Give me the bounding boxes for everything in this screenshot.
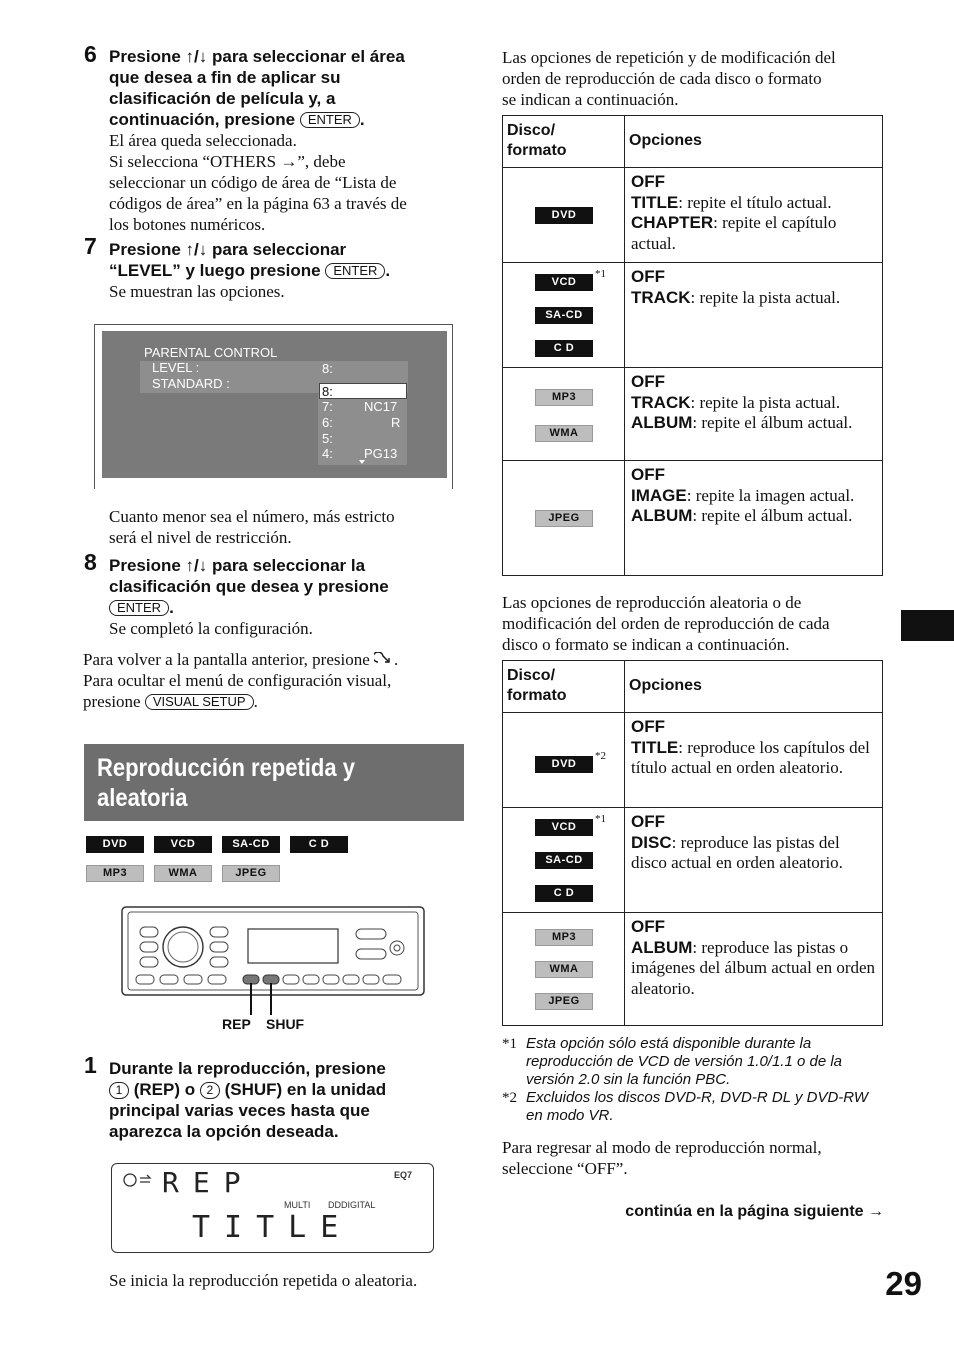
option-keyword: CHAPTER	[631, 213, 714, 232]
table-row	[503, 263, 883, 368]
step-number-7: 7	[84, 233, 97, 259]
osd-rating-code: NC17	[364, 399, 398, 414]
step-6-body-line: códigos de área” en la página 63 a través de	[109, 194, 407, 213]
header-options: Opciones	[629, 677, 702, 694]
osd-level-label: LEVEL :	[152, 360, 200, 375]
option-desc: : repite el título actual.	[678, 192, 832, 212]
shuffle-intro-line: Las opciones de reproducción aleatoria o de	[502, 593, 802, 612]
sacd-badge: SA-CD	[535, 852, 593, 869]
back-line: Para ocultar el menú de configuración visual,	[83, 671, 392, 690]
vcd-badge: VCD	[154, 836, 212, 853]
option-off: OFF	[631, 267, 665, 286]
table-row	[503, 368, 883, 461]
normal-mode-line: seleccione “OFF”.	[502, 1159, 628, 1178]
wma-badge: WMA	[535, 961, 593, 978]
dvd-badge: DVD	[535, 756, 593, 773]
step-6-body-line: Si selecciona “OTHERS →”, debe	[109, 152, 346, 171]
table-row	[503, 808, 883, 913]
option-desc: : reproduce las pistas del disco actual en orden aleatorio.	[631, 832, 843, 872]
step-7-body: Se muestran las opciones.	[109, 282, 285, 301]
step-6-heading: Presione ↑/↓ para seleccionar el área que desea a fin de aplicar su clasificación de película y, a continuación, presione ENTER .	[109, 46, 479, 130]
scroll-down-arrow-icon	[359, 460, 365, 464]
options-cell	[625, 263, 883, 368]
step-6-body-line: El área queda seleccionada.	[109, 131, 297, 150]
multi-indicator: MULTI	[284, 1200, 311, 1210]
cd-badge: C D	[535, 340, 593, 357]
option-off: OFF	[631, 372, 665, 391]
table-header-row	[503, 661, 883, 713]
cd-badge: C D	[535, 885, 593, 902]
head-unit-illustration-icon	[120, 905, 426, 1015]
visual-setup-key-icon: VISUAL SETUP	[145, 694, 254, 710]
option-off: OFF	[631, 465, 665, 484]
footnote-ref: *2	[595, 750, 606, 762]
step-1-heading-line: Durante la reproducción, presione	[109, 1059, 386, 1078]
section-banner	[84, 744, 464, 821]
options-cell	[625, 168, 883, 263]
table-row	[503, 461, 883, 576]
footnote-text: Excluidos los discos DVD-R, DVD-R DL y DVD-RW en modo VR.	[526, 1089, 869, 1124]
header-format-line: formato	[507, 142, 567, 159]
button-2-icon: 2	[200, 1082, 220, 1099]
header-options: Opciones	[629, 132, 702, 149]
option-desc: : repite la pista actual.	[690, 287, 841, 307]
repeat-intro-line: orden de reproducción de cada disco o formato	[502, 69, 822, 88]
display-line-1: REP	[162, 1166, 255, 1199]
option-keyword: TITLE	[631, 192, 679, 212]
step-6-heading-line: continuación, presione	[109, 110, 296, 129]
step-8: Presione ↑/↓ para seleccionar la clasificación que desea y presione ENTER . Se completó la configuración.	[109, 555, 479, 639]
step-1-heading-line: (REP) o	[133, 1080, 196, 1099]
repeat-intro	[502, 47, 892, 110]
option-desc: : repite el capítulo actual.	[631, 213, 837, 253]
digital-indicator: DDDIGITAL	[328, 1200, 376, 1210]
eq-indicator: EQ7	[394, 1170, 413, 1180]
step-number-6: 6	[84, 41, 97, 67]
step-6-heading-line: clasificación de película y, a	[109, 89, 336, 108]
footnote-marker: *2	[502, 1090, 517, 1106]
option-desc: : repite el álbum actual.	[692, 413, 853, 432]
option-keyword: TRACK	[631, 287, 691, 307]
options-cell	[625, 913, 883, 1026]
enter-key-icon: ENTER	[325, 263, 385, 279]
page-number: 29	[885, 1265, 922, 1302]
footnote-marker: *1	[502, 1036, 517, 1052]
mp3-badge: MP3	[535, 929, 593, 946]
header-format-line: Disco/	[507, 667, 556, 684]
osd-level-value: 8:	[322, 361, 333, 376]
option-desc: : reproduce las pistas o imágenes del álbum actual en orden aleatorio.	[631, 937, 876, 998]
footnote-ref: *1	[595, 813, 606, 825]
options-cell	[625, 808, 883, 913]
option-off: OFF	[631, 172, 665, 191]
option-desc: : repite el álbum actual.	[692, 506, 853, 525]
unit-display	[111, 1163, 434, 1253]
step-6	[109, 46, 479, 235]
options-cell	[625, 461, 883, 576]
step-6-body-line: seleccionar un código de área de “Lista de	[109, 173, 397, 192]
osd-rating-num: 4:	[322, 446, 333, 461]
step-8-heading-line: clasificación que desea y presione	[109, 577, 389, 596]
step-number-8: 8	[84, 549, 97, 575]
step-6-body-line: los botones numéricos.	[109, 215, 266, 234]
shuffle-intro-line: disco o formato se indican a continuación.	[502, 635, 790, 654]
normal-mode-line: Para regresar al modo de reproducción normal,	[502, 1138, 822, 1157]
osd-rating-code: PG13	[364, 446, 398, 461]
repeat-mode-icon	[122, 1172, 154, 1188]
restriction-note-line: Cuanto menor sea el número, más estricto	[109, 507, 395, 526]
back-instructions: Para volver a la pantalla anterior, presione . Para ocultar el menú de configuración visual, presione VISUAL SETUP .	[83, 649, 483, 712]
dvd-badge: DVD	[535, 207, 593, 224]
shuffle-intro-line: modificación del orden de reproducción de cada	[502, 614, 830, 633]
button-1-icon: 1	[109, 1082, 129, 1099]
table-row	[503, 913, 883, 1026]
option-keyword: ALBUM	[631, 506, 693, 525]
section-title	[97, 753, 355, 813]
osd-rating-num: 5:	[322, 431, 333, 446]
header-format-line: Disco/	[507, 122, 556, 139]
jpeg-badge: JPEG	[222, 865, 280, 882]
step-8-heading-line: Presione ↑/↓ para seleccionar la	[109, 556, 366, 575]
osd-rating-num: 7:	[322, 399, 333, 414]
step-1-heading	[109, 1058, 479, 1142]
back-line: presione	[83, 692, 141, 711]
repeat-intro-line: se indican a continuación.	[502, 90, 679, 109]
footnote-text: Esta opción sólo está disponible durante la reproducción de VCD de versión 1.0/1.1 o de la versión 2.0 sin la función PBC.	[526, 1035, 843, 1088]
parental-control-screen	[102, 331, 447, 478]
cd-badge: C D	[290, 836, 348, 853]
step-1-heading-line: aparezca la opción deseada.	[109, 1122, 339, 1141]
normal-mode-note	[502, 1137, 892, 1179]
wma-badge: WMA	[535, 425, 593, 442]
shuffle-intro	[502, 592, 892, 655]
step-6-heading-line: Presione ↑/↓ para seleccionar el área	[109, 47, 405, 66]
option-off: OFF	[631, 717, 665, 736]
table-row	[503, 713, 883, 808]
rep-label: REP	[222, 1016, 251, 1032]
wma-badge: WMA	[154, 865, 212, 882]
section-title-line: Reproducción repetida y	[97, 754, 355, 782]
sacd-badge: SA-CD	[222, 836, 280, 853]
header-format	[507, 666, 620, 706]
osd-rating-num: 8:	[322, 384, 333, 399]
option-desc: : repite la pista actual.	[690, 392, 841, 412]
repeat-options-table	[502, 115, 883, 576]
return-icon	[374, 652, 394, 666]
section-title-line: aleatoria	[97, 784, 188, 812]
back-line: Para volver a la pantalla anterior, presione	[83, 650, 370, 669]
table-row	[503, 168, 883, 263]
vcd-badge: VCD	[535, 274, 593, 291]
osd-title: PARENTAL CONTROL	[144, 345, 278, 360]
dvd-badge: DVD	[86, 836, 144, 853]
option-keyword: ALBUM	[631, 937, 693, 957]
shuf-label: SHUF	[266, 1016, 305, 1032]
osd-rating-code: R	[391, 415, 401, 430]
osd-standard-label: STANDARD :	[152, 376, 230, 391]
mp3-badge: MP3	[535, 389, 593, 406]
step-8-body: Se completó la configuración.	[109, 619, 313, 638]
step-1-heading-line: (SHUF) en la unidad	[224, 1080, 387, 1099]
step-7-heading-line: Presione ↑/↓ para seleccionar	[109, 240, 347, 259]
repeat-intro-line: Las opciones de repetición y de modificación del	[502, 48, 836, 67]
sacd-badge: SA-CD	[535, 307, 593, 324]
enter-key-icon: ENTER	[109, 600, 169, 616]
step-6-heading-line: que desea a fin de aplicar su	[109, 68, 341, 87]
option-keyword: ALBUM	[631, 413, 693, 432]
jpeg-badge: JPEG	[535, 993, 593, 1010]
vcd-badge: VCD	[535, 819, 593, 836]
option-desc: : reproduce los capítulos del título actual en orden aleatorio.	[631, 737, 870, 777]
option-desc: : repite la imagen actual.	[686, 485, 855, 505]
option-off: OFF	[631, 917, 665, 936]
shuffle-options-table	[502, 660, 883, 1026]
enter-key-icon: ENTER	[300, 112, 360, 128]
mp3-badge: MP3	[86, 865, 144, 882]
table-header-row	[503, 116, 883, 168]
footnote-2	[502, 1089, 892, 1125]
step-number-1: 1	[84, 1052, 97, 1078]
footnote-ref: *1	[595, 268, 606, 280]
restriction-note-line: será el nivel de restricción.	[109, 528, 292, 547]
option-off: OFF	[631, 812, 665, 831]
options-cell	[625, 713, 883, 808]
option-keyword: DISC	[631, 832, 672, 852]
restriction-note	[109, 506, 479, 548]
option-keyword: TRACK	[631, 392, 691, 412]
continue-next-page: continúa en la página siguiente →	[625, 1203, 884, 1220]
header-format	[507, 121, 620, 161]
option-keyword: IMAGE	[631, 485, 687, 505]
osd-rating-num: 6:	[322, 415, 333, 430]
option-keyword: TITLE	[631, 737, 679, 757]
header-format-line: formato	[507, 687, 567, 704]
step-6-body	[109, 130, 479, 235]
step-7-heading-line: “LEVEL” y luego presione	[109, 261, 321, 280]
result-text: Se inicia la reproducción repetida o aleatoria.	[109, 1271, 418, 1290]
jpeg-badge: JPEG	[535, 510, 593, 527]
options-cell	[625, 368, 883, 461]
step-1-heading-line: principal varias veces hasta que	[109, 1101, 370, 1120]
display-line-2: TITLE	[192, 1210, 353, 1245]
step-7: Presione ↑/↓ para seleccionar “LEVEL” y luego presione ENTER . Se muestran las opciones.	[109, 239, 479, 302]
footnote-1	[502, 1035, 892, 1091]
chapter-tab-marker	[901, 610, 954, 641]
